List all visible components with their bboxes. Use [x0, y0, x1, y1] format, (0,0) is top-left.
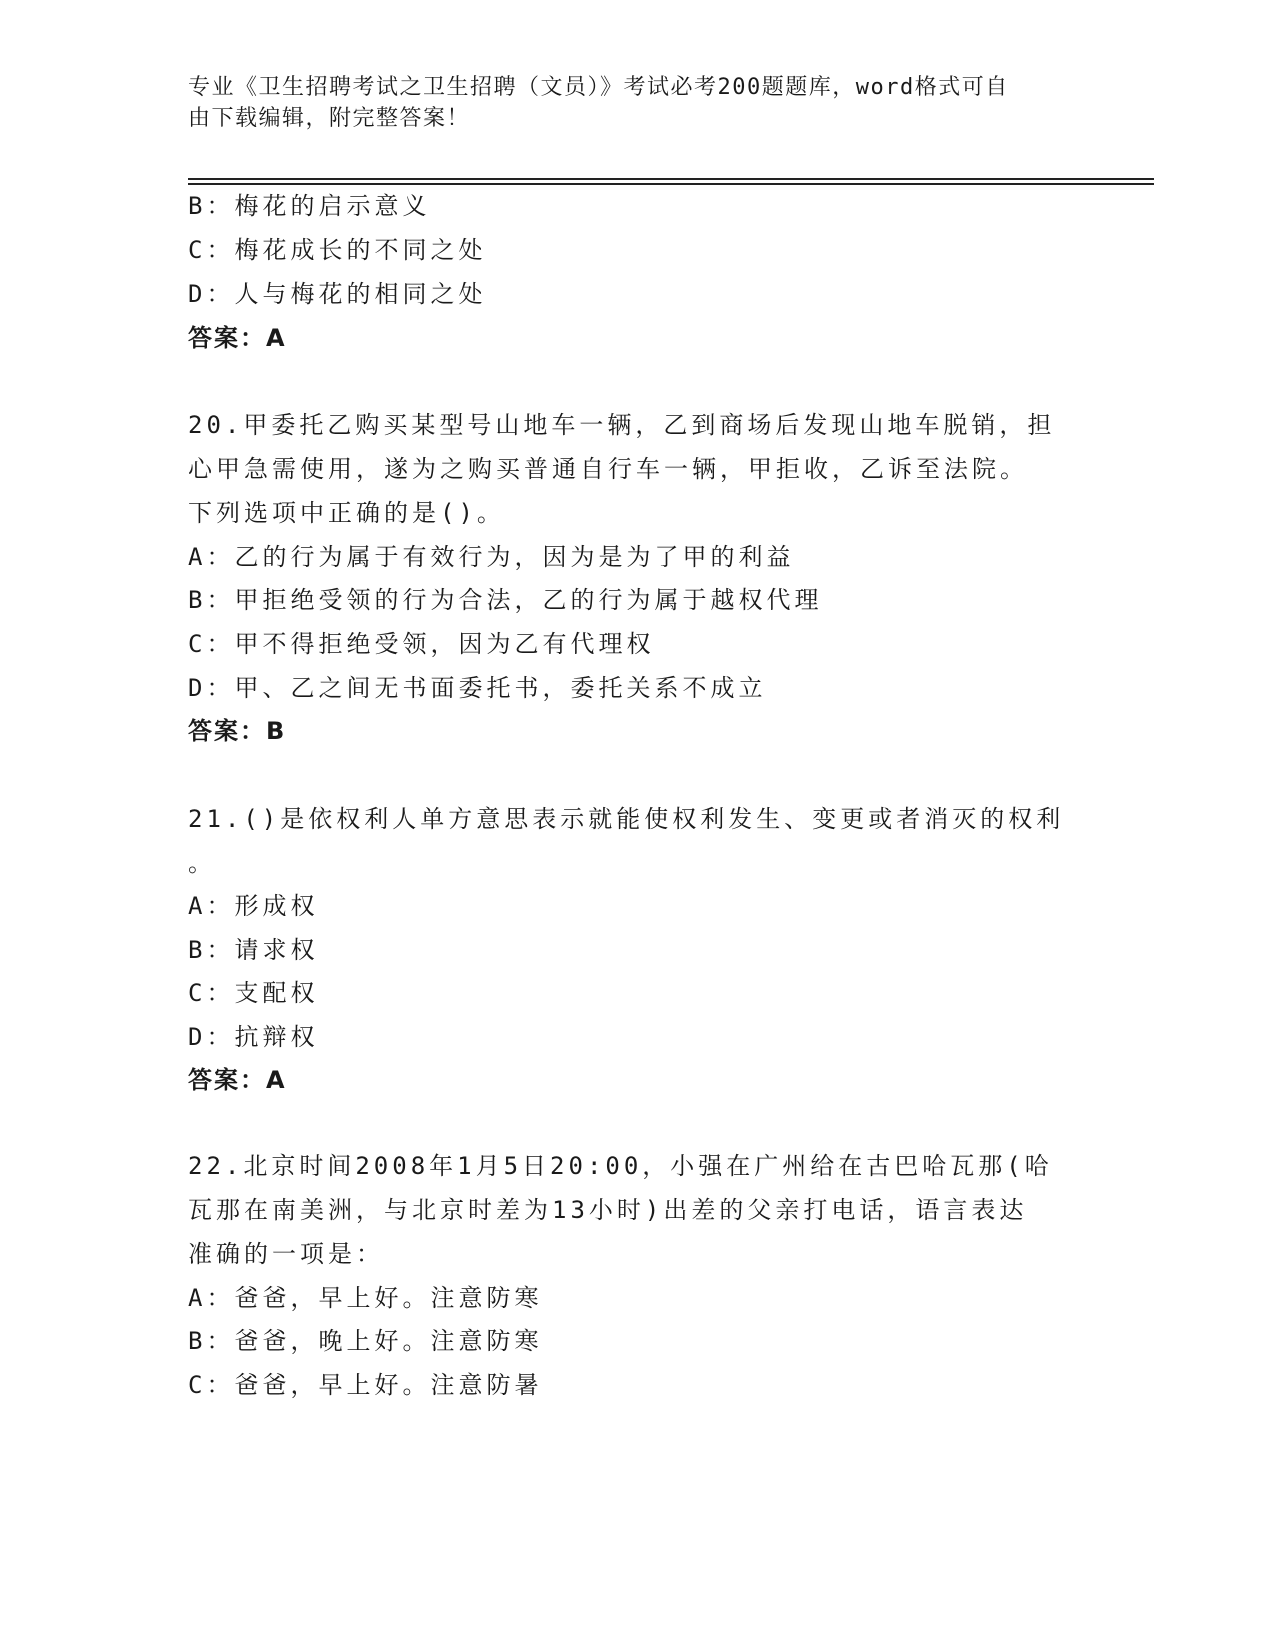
q20-stem-line-3: 下列选项中正确的是()。: [188, 499, 505, 527]
q19-answer: 答案：A: [188, 324, 287, 352]
q22-option-a: A：爸爸，早上好。注意防寒: [188, 1284, 543, 1312]
q20-option-a: A：乙的行为属于有效行为，因为是为了甲的利益: [188, 543, 795, 571]
q19-option-b: B：梅花的启示意义: [188, 192, 431, 220]
header-divider-top: [188, 178, 1154, 180]
q21-option-b: B：请求权: [188, 936, 319, 964]
q21-answer: 答案：A: [188, 1066, 287, 1094]
header-line-2: 由下载编辑，附完整答案！: [188, 106, 471, 131]
q21-option-a: A：形成权: [188, 892, 319, 920]
q22-option-c: C：爸爸，早上好。注意防暑: [188, 1371, 543, 1399]
q22-stem-line-1: 22.北京时间2008年1月5日20:00，小强在广州给在古巴哈瓦那(哈: [188, 1152, 1053, 1180]
q20-option-b: B：甲拒绝受领的行为合法，乙的行为属于越权代理: [188, 586, 823, 614]
document-header: [188, 72, 1068, 134]
q21-stem-line-2: 。: [188, 849, 216, 877]
q22-option-b: B：爸爸，晚上好。注意防寒: [188, 1327, 543, 1355]
q22-stem-line-2: 瓦那在南美洲，与北京时差为13小时)出差的父亲打电话，语言表达: [188, 1196, 1028, 1224]
q19-option-c: C：梅花成长的不同之处: [188, 236, 487, 264]
q21-stem-line-1: 21.()是依权利人单方意思表示就能使权利发生、变更或者消灭的权利: [188, 805, 1065, 833]
q21-option-c: C：支配权: [188, 979, 319, 1007]
q21-option-d: D：抗辩权: [188, 1023, 319, 1051]
q20-stem-line-2: 心甲急需使用，遂为之购买普通自行车一辆，甲拒收，乙诉至法院。: [188, 455, 1028, 483]
q22-stem-line-3: 准确的一项是：: [188, 1240, 384, 1268]
q20-option-c: C：甲不得拒绝受领，因为乙有代理权: [188, 630, 655, 658]
q20-option-d: D：甲、乙之间无书面委托书，委托关系不成立: [188, 674, 767, 702]
header-line-1: 专业《卫生招聘考试之卫生招聘（文员）》考试必考200题题库，word格式可自: [188, 75, 1009, 100]
q20-stem-line-1: 20.甲委托乙购买某型号山地车一辆，乙到商场后发现山地车脱销，担: [188, 411, 1056, 439]
header-divider-bottom: [188, 183, 1154, 185]
q20-answer: 答案：B: [188, 717, 287, 745]
q19-option-d: D：人与梅花的相同之处: [188, 280, 487, 308]
